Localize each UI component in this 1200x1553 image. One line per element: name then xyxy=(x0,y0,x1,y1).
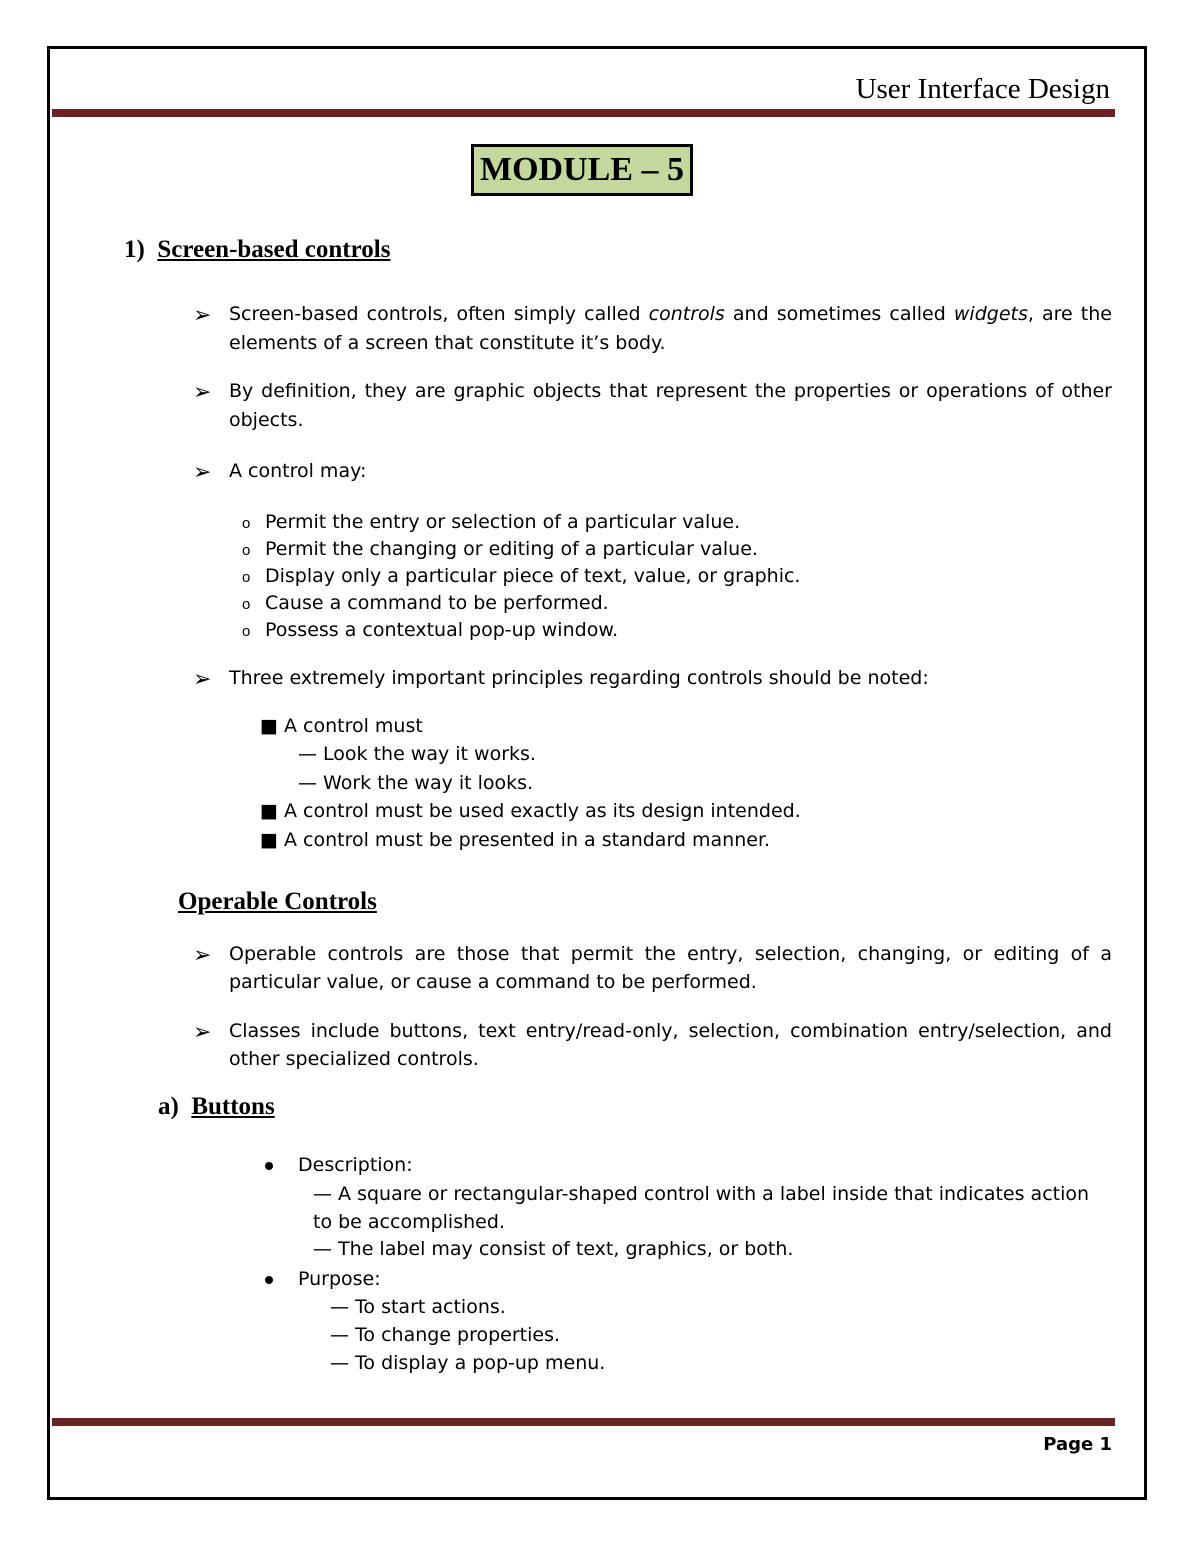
section-heading-screen-based-controls xyxy=(124,236,390,264)
section-heading-text: Screen-based controls xyxy=(157,236,391,263)
principle-sub-item: — Look the way it works. xyxy=(298,743,536,765)
circle-bullet-icon: o xyxy=(242,596,251,613)
text-run: , are the elements of a screen that constitute it’s body. xyxy=(229,303,1112,354)
circle-bullet-icon: o xyxy=(242,623,251,640)
principle-item: ■ A control must be presented in a standard manner. xyxy=(260,829,771,851)
paragraph-graphic-objects: By definition, they are graphic objects that represent the properties or operations of other objects. xyxy=(229,380,1112,431)
principle-item: ■ A control must xyxy=(260,715,423,737)
arrow-bullet-icon: ➢ xyxy=(193,302,212,327)
paragraph-three-principles: Three extremely important principles regarding controls should be noted: xyxy=(229,667,929,689)
list-item: Possess a contextual pop-up window. xyxy=(265,619,619,641)
principle-item: ■ A control must be used exactly as its design intended. xyxy=(260,800,801,822)
module-title: MODULE – 5 xyxy=(471,144,693,196)
list-item: Permit the entry or selection of a particular value. xyxy=(265,511,741,533)
arrow-bullet-icon: ➢ xyxy=(193,459,212,484)
emphasis-controls: controls xyxy=(648,303,725,325)
principle-sub-item: — Work the way it looks. xyxy=(298,772,534,794)
description-label: Description: xyxy=(298,1154,413,1176)
emphasis-widgets: widgets xyxy=(953,303,1028,325)
circle-bullet-icon: o xyxy=(242,515,251,532)
section-heading-text: Buttons xyxy=(191,1093,275,1120)
arrow-bullet-icon: ➢ xyxy=(193,942,212,967)
purpose-item: — To display a pop-up menu. xyxy=(330,1352,606,1374)
description-text: — A square or rectangular-shaped control with a label inside that indicates action to be accomplished. xyxy=(313,1183,1090,1233)
text-run: Screen-based controls, often simply called xyxy=(229,303,649,325)
arrow-bullet-icon: ➢ xyxy=(193,666,212,691)
section-letter: a) xyxy=(158,1093,179,1120)
section-number: 1) xyxy=(124,236,145,263)
paragraph-operable-classes: Classes include buttons, text entry/read-only, selection, combination entry/selection, and other specialized controls. xyxy=(229,1020,1112,1070)
header-rule xyxy=(52,109,1115,117)
paragraph-operable-definition: Operable controls are those that permit the entry, selection, changing, or editing of a particular value, or cause a command to be performed. xyxy=(229,943,1112,993)
purpose-item: — To change properties. xyxy=(330,1324,561,1346)
circle-bullet-icon: o xyxy=(242,569,251,586)
list-item: Permit the changing or editing of a particular value. xyxy=(265,538,758,560)
section-heading-buttons xyxy=(158,1093,275,1121)
purpose-label: Purpose: xyxy=(298,1268,381,1290)
page-number: Page 1 xyxy=(1043,1434,1112,1455)
section-heading-operable-controls xyxy=(178,888,377,916)
page-border xyxy=(47,46,1147,1500)
header-title: User Interface Design xyxy=(855,73,1110,105)
text-run: and sometimes called xyxy=(724,303,954,325)
footer-rule xyxy=(52,1418,1115,1426)
paragraph-control-may: A control may: xyxy=(229,460,367,482)
list-item: Cause a command to be performed. xyxy=(265,592,609,614)
description-text: — The label may consist of text, graphics, or both. xyxy=(313,1238,794,1260)
list-item: Display only a particular piece of text, value, or graphic. xyxy=(265,565,801,587)
dot-bullet-icon xyxy=(265,1162,273,1170)
arrow-bullet-icon: ➢ xyxy=(193,379,212,404)
purpose-item: — To start actions. xyxy=(330,1296,506,1318)
dot-bullet-icon xyxy=(265,1276,273,1284)
section-heading-text: Operable Controls xyxy=(178,888,377,915)
arrow-bullet-icon: ➢ xyxy=(193,1019,212,1044)
paragraph-controls-definition xyxy=(229,300,1112,358)
circle-bullet-icon: o xyxy=(242,542,251,559)
